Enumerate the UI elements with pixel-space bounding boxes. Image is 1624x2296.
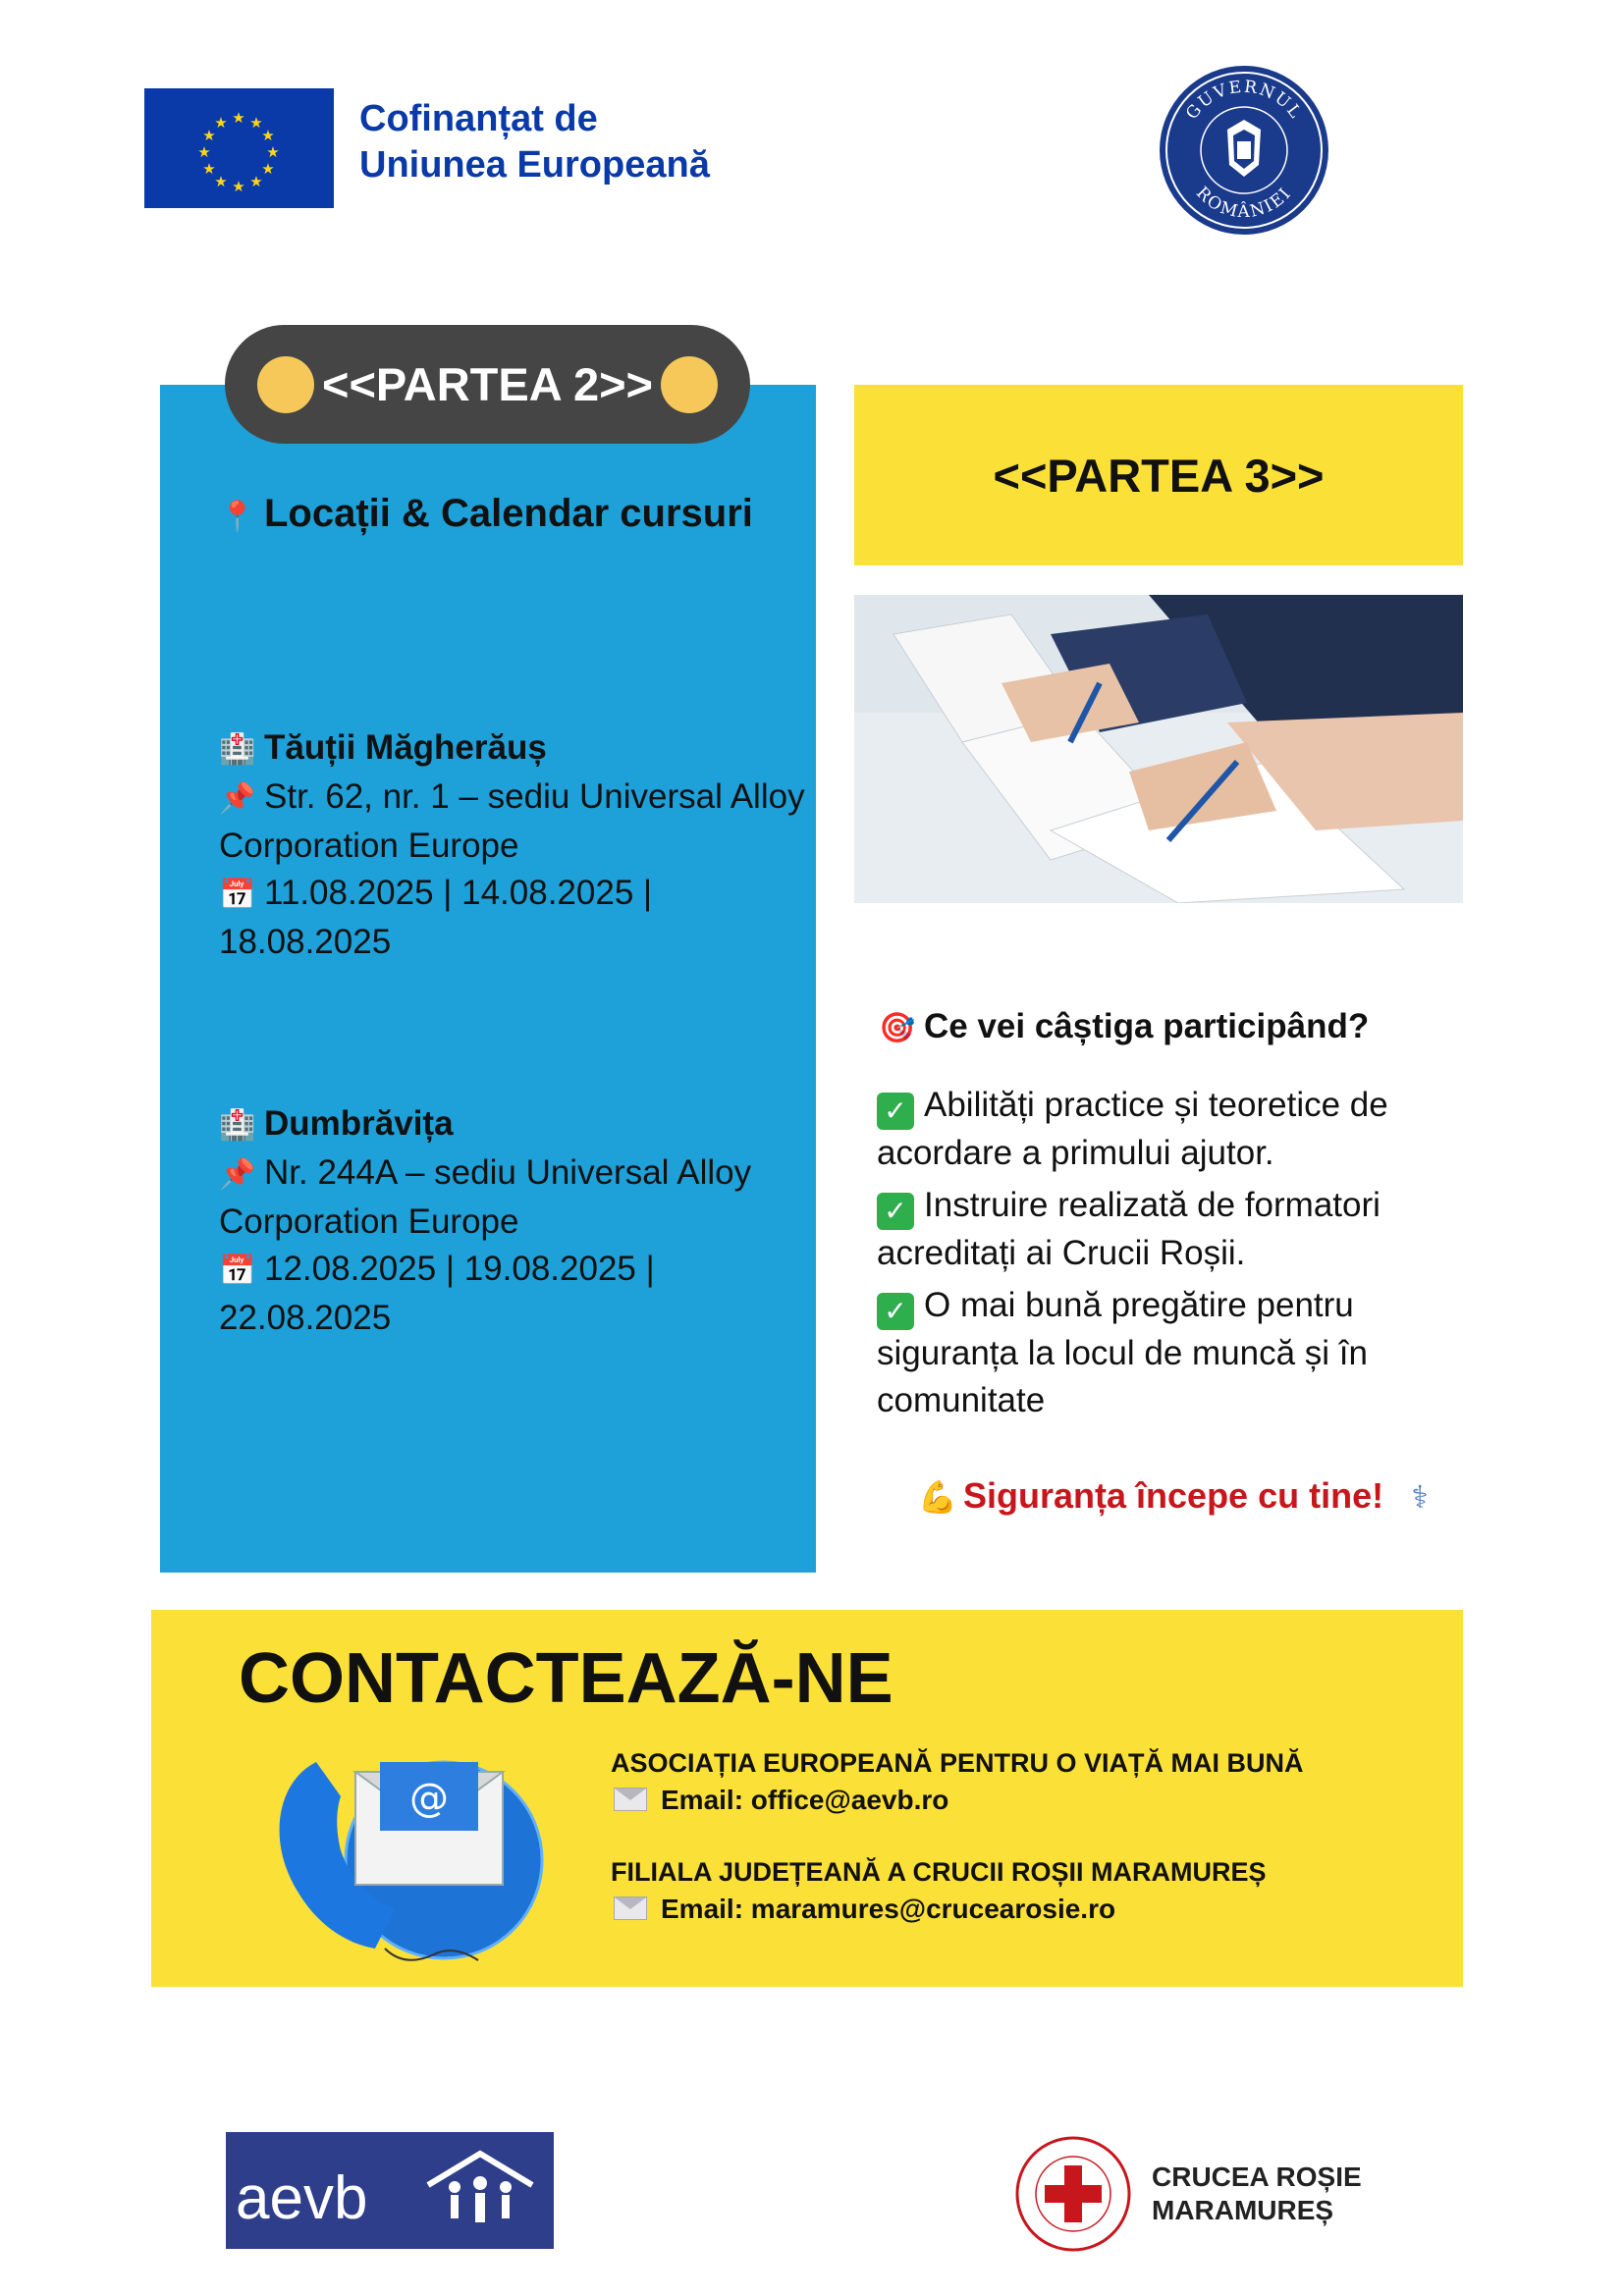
benefits-title — [879, 1003, 1369, 1052]
house-people-icon — [420, 2146, 540, 2236]
contact-org-2: FILIALA JUDEȚEANĂ A CRUCII ROȘII MARAMUREȘ — [611, 1857, 1267, 1887]
seal-text-top: GUVERNUL — [1182, 77, 1306, 124]
benefits-title-text: Ce vei câștiga participând? — [924, 1007, 1370, 1045]
red-cross-line-1: CRUCEA ROȘIE — [1152, 2162, 1362, 2192]
svg-text:★: ★ — [232, 178, 245, 195]
svg-text:★: ★ — [249, 114, 263, 132]
calendar-icon: 📅 — [219, 878, 256, 912]
red-cross-line-2: MARAMUREȘ — [1152, 2195, 1334, 2225]
envelope-icon — [614, 1788, 647, 1811]
eu-line-2: Uniunea Europeană — [359, 144, 710, 186]
benefit-text: Abilități practice și teoretice de acordare a primului ajutor. — [877, 1086, 1388, 1172]
location-dates: 12.08.2025 | 19.08.2025 | 22.08.2025 — [219, 1250, 655, 1337]
list-item — [877, 1082, 1466, 1177]
part3-badge-label: <<PARTEA 3>> — [993, 449, 1325, 502]
svg-text:★: ★ — [197, 143, 211, 161]
envelope-icon — [614, 1896, 647, 1920]
hospital-icon: 🏥 — [219, 1108, 256, 1143]
svg-text:★: ★ — [214, 114, 228, 132]
location-name: Dumbrăvița — [264, 1104, 454, 1143]
location-name: Tăuții Măgherăuș — [264, 728, 547, 767]
svg-text:★: ★ — [249, 173, 263, 190]
romanian-government-seal — [1157, 63, 1331, 238]
hospital-icon: 🏥 — [219, 732, 256, 767]
pushpin-icon: 📌 — [219, 781, 256, 816]
part2-badge-label: <<PARTEA 2>> — [322, 358, 653, 410]
benefit-text: O mai bună pregătire pentru siguranța la locul de muncă și în comunitate — [877, 1286, 1368, 1419]
svg-text:@: @ — [409, 1776, 449, 1821]
eu-flag-logo — [144, 88, 334, 208]
pushpin-icon: 📌 — [219, 1157, 256, 1192]
contact-email-2 — [614, 1891, 1115, 1928]
location-address: Str. 62, nr. 1 – sediu Universal Alloy Corporation Europe — [219, 777, 805, 865]
yellow-circle-icon — [661, 356, 718, 413]
red-cross-seal-logo — [1015, 2136, 1131, 2252]
contact-title: CONTACTEAZĂ-NE — [239, 1639, 893, 1718]
svg-text:★: ★ — [261, 127, 275, 144]
svg-text:★: ★ — [261, 160, 275, 178]
yellow-circle-icon — [257, 356, 314, 413]
eu-line-1: Cofinanțat de — [359, 98, 598, 139]
benefit-text: Instruire realizată de formatori acreditați ai Crucii Roșii. — [877, 1186, 1380, 1272]
target-icon: 🎯 — [879, 1011, 916, 1045]
red-cross-text — [1152, 2161, 1362, 2227]
location-1 — [219, 724, 808, 966]
svg-text:★: ★ — [202, 160, 216, 178]
check-mark-icon: ✓ — [877, 1293, 914, 1330]
location-2 — [219, 1100, 808, 1342]
eu-cofinancing-text — [359, 96, 710, 188]
location-address: Nr. 244A – sediu Universal Alloy Corporation Europe — [219, 1153, 752, 1241]
list-item — [877, 1282, 1466, 1424]
svg-text:★: ★ — [214, 173, 228, 190]
slogan-text: Siguranța începe cu tine! — [963, 1475, 1384, 1516]
stethoscope-icon: ⚕ — [1411, 1478, 1429, 1516]
part2-heading-text: Locații & Calendar cursuri — [264, 492, 753, 535]
svg-text:★: ★ — [232, 109, 245, 127]
slogan — [918, 1472, 1446, 1521]
email-text[interactable]: Email: maramures@crucearosie.ro — [661, 1894, 1116, 1924]
location-dates: 11.08.2025 | 14.08.2025 | 18.08.2025 — [219, 874, 653, 961]
part2-badge — [225, 325, 750, 444]
email-text[interactable]: Email: office@aevb.ro — [661, 1785, 949, 1815]
part2-panel — [160, 385, 816, 1573]
check-mark-icon: ✓ — [877, 1193, 914, 1230]
calendar-icon: 📅 — [219, 1254, 256, 1288]
contact-org-1: ASOCIAȚIA EUROPEANĂ PENTRU O VIAȚĂ MAI BUNĂ — [611, 1748, 1304, 1778]
contact-email-1 — [614, 1782, 948, 1819]
benefits-list — [877, 1082, 1466, 1429]
check-mark-icon: ✓ — [877, 1093, 914, 1130]
flexed-biceps-icon: 💪 — [918, 1478, 957, 1516]
part2-heading — [219, 487, 769, 544]
part3-badge — [854, 385, 1463, 565]
seal-text-bottom: ROMÂNIEI — [1191, 183, 1296, 223]
aevb-logo-text: aevb — [236, 2164, 368, 2232]
list-item — [877, 1182, 1466, 1277]
phone-email-icon — [257, 1733, 562, 1968]
round-pushpin-icon: 📍 — [219, 500, 256, 534]
svg-text:★: ★ — [202, 127, 216, 144]
svg-text:★: ★ — [266, 143, 280, 161]
training-photo — [854, 595, 1463, 903]
